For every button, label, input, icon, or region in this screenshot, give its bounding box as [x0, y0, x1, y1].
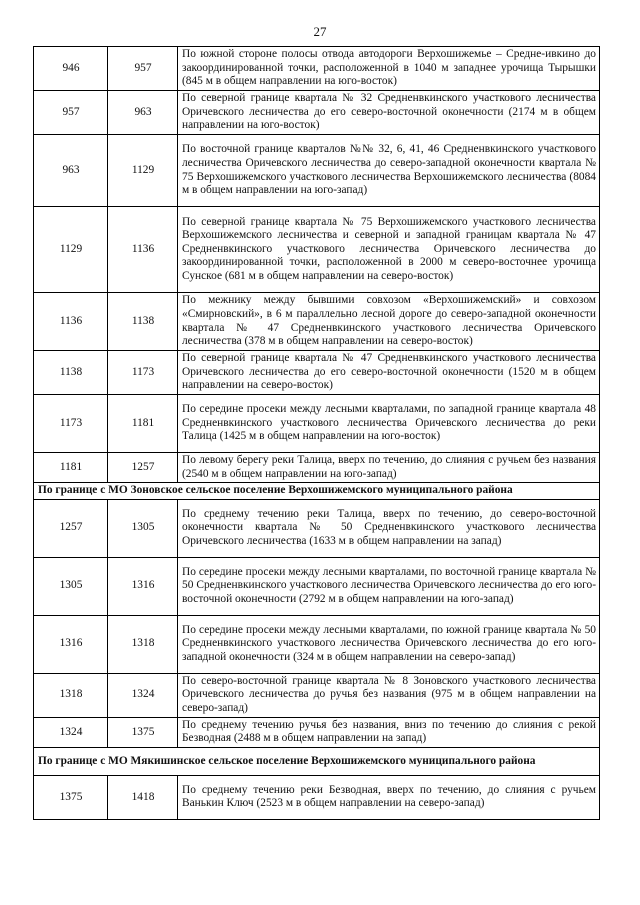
boundary-description: По северной границе квартала № 75 Верхошижемского участкового лесничества Верхошижемского лесничества и северной и западной границам квартала № 47 Средненвкинского участкового лесничества Оричевского лесничества до закоординированной точки, расположенной в 2000 м северо-восточнее урочища Сунское (681 м в общем направлении на северо-восток) [178, 207, 600, 293]
point-from: 957 [34, 91, 108, 135]
point-to: 957 [108, 47, 178, 91]
point-from: 1305 [34, 557, 108, 615]
point-to: 1318 [108, 615, 178, 673]
point-to: 1136 [108, 207, 178, 293]
point-to: 1129 [108, 135, 178, 207]
point-from: 946 [34, 47, 108, 91]
boundary-description: По восточной границе кварталов №№ 32, 6, 41, 46 Средненвкинского участкового лесничества Оричевского лесничества до северо-западной оконечности квартала № 75 Верхошижемского участкового лесничества Верхошижемского лесничества (8084 м в общем направлении на юго-запад) [178, 135, 600, 207]
point-to: 1418 [108, 775, 178, 819]
point-to: 1324 [108, 673, 178, 717]
page-number: 27 [313, 24, 327, 39]
table-row [34, 135, 600, 207]
boundary-table [33, 46, 600, 820]
section-header: По границе с МО Мякишинское сельское поселение Верхошижемского муниципального района [34, 747, 600, 775]
point-from: 1375 [34, 775, 108, 819]
boundary-description: По межнику между бывшими совхозом «Верхошижемский» и совхозом «Смирновский», в 6 м параллельно лесной дороге до северо-западной оконечности квартала № 47 Средненвкинского участкового лесничества Оричевского лесничества (378 м в общем направлении на северо-восток) [178, 293, 600, 351]
point-to: 1375 [108, 717, 178, 747]
boundary-description: По южной стороне полосы отвода автодороги Верхошижемье – Средне-ивкино до закоординированной точки, расположенной в 1040 м западнее урочища Тырышки (845 м в общем направлении на юго-восток) [178, 47, 600, 91]
table-row [34, 207, 600, 293]
point-to: 1173 [108, 351, 178, 395]
table-row [34, 47, 600, 91]
point-from: 1324 [34, 717, 108, 747]
section-header-row [34, 747, 600, 775]
point-to: 1138 [108, 293, 178, 351]
point-from: 1181 [34, 453, 108, 483]
boundary-description: По среднему течению реки Талица, вверх по течению, до северо-восточной оконечности квартала № 50 Средненвкинского участкового лесничества Оричевского лесничества (1633 м в общем направлении на запад) [178, 499, 600, 557]
table-row [34, 615, 600, 673]
boundary-description: По северной границе квартала № 47 Средненвкинского участкового лесничества Оричевского лесничества до его северо-восточной оконечности (1520 м в общем направлении на северо-восток) [178, 351, 600, 395]
point-from: 1173 [34, 395, 108, 453]
boundary-description: По среднему течению реки Безводная, вверх по течению, до слияния с ручьем Ванькин Ключ (2523 м в общем направлении на северо-запад) [178, 775, 600, 819]
point-from: 1318 [34, 673, 108, 717]
table-row [34, 91, 600, 135]
point-to: 1305 [108, 499, 178, 557]
table-row [34, 453, 600, 483]
boundary-description: По середине просеки между лесными кварталами, по восточной границе квартала № 50 Средненвкинского участкового лесничества Оричевского лесничества до его юго-восточной оконечности (2792 м в общем направлении на юго-запад) [178, 557, 600, 615]
table-row [34, 499, 600, 557]
table-row [34, 557, 600, 615]
point-to: 1257 [108, 453, 178, 483]
point-from: 1136 [34, 293, 108, 351]
point-from: 1138 [34, 351, 108, 395]
boundary-table-body [34, 47, 600, 820]
point-to: 1316 [108, 557, 178, 615]
section-header-row [34, 483, 600, 500]
point-from: 1316 [34, 615, 108, 673]
table-row [34, 395, 600, 453]
table-row [34, 293, 600, 351]
point-from: 1257 [34, 499, 108, 557]
boundary-description: По среднему течению ручья без названия, вниз по течению до слияния с рекой Безводная (2488 м в общем направлении на запад) [178, 717, 600, 747]
boundary-description: По северной границе квартала № 32 Средненвкинского участкового лесничества Оричевского лесничества до его северо-восточной оконечности (2174 м в общем направлении на юго-восток) [178, 91, 600, 135]
boundary-description: По северо-восточной границе квартала № 8 Зоновского участкового лесничества Оричевского лесничества до ручья без названия (975 м в общем направлении на северо-запад) [178, 673, 600, 717]
section-header: По границе с МО Зоновское сельское поселение Верхошижемского муниципального района [34, 483, 600, 500]
point-from: 1129 [34, 207, 108, 293]
table-row [34, 717, 600, 747]
table-row [34, 351, 600, 395]
boundary-description: По середине просеки между лесными кварталами, по западной границе квартала 48 Средненвкинского участкового лесничества Оричевского лесничества до реки Талица (1425 м в общем направлении на юго-восток) [178, 395, 600, 453]
table-row [34, 673, 600, 717]
point-to: 963 [108, 91, 178, 135]
point-to: 1181 [108, 395, 178, 453]
boundary-description: По середине просеки между лесными кварталами, по южной границе квартала № 50 Средненвкинского участкового лесничества Оричевского лесничества до его юго-западной оконечности (324 м в общем направлении на северо-запад) [178, 615, 600, 673]
boundary-description: По левому берегу реки Талица, вверх по течению, до слияния с ручьем без названия (2540 м в общем направлении на юго-запад) [178, 453, 600, 483]
table-row [34, 775, 600, 819]
point-from: 963 [34, 135, 108, 207]
